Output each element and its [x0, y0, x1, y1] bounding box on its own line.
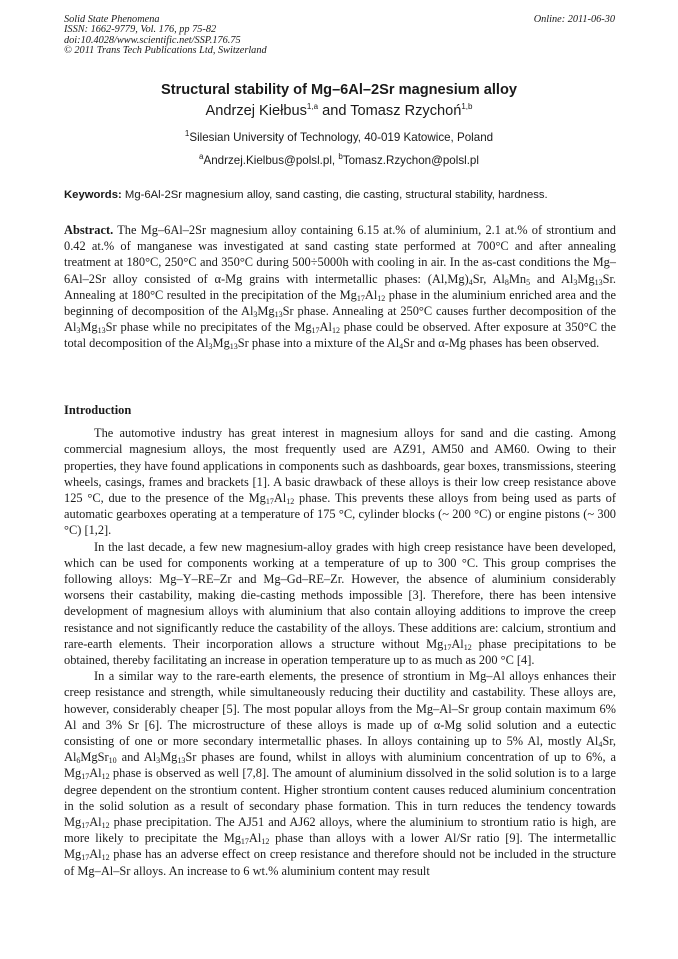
- text-run: Sr phases are found, whilst in alloys with aluminium concentration of up to 6%, a Mg: [64, 750, 616, 781]
- section-heading: Introduction: [64, 403, 132, 417]
- affiliation: [0, 131, 678, 144]
- subscript: 12: [261, 837, 270, 847]
- body-paragraph: [64, 668, 616, 879]
- text-run: Sr. Annealing at 180°C resulted in the precipitation of the Mg: [64, 271, 616, 302]
- text-run: phase has an adverse effect on creep resistance and therefore should not be included in the structure of Mg–Al–Sr alloys. An increase to 6 wt.% aluminium content may result: [64, 847, 616, 878]
- text-run: Mn: [508, 271, 527, 286]
- subscript: 12: [463, 642, 472, 652]
- subscript: 13: [274, 310, 283, 320]
- subscript: 17: [311, 326, 320, 336]
- abstract: [64, 222, 616, 352]
- body-paragraph: [64, 539, 616, 669]
- keywords-label: Keywords:: [64, 189, 122, 201]
- body-paragraph: [64, 425, 616, 538]
- text-run: phase in the aluminium enriched area and the beginning of decomposition of the Al: [64, 287, 617, 319]
- text-run: Al: [364, 287, 378, 302]
- text-run: phase is observed as well [7,8]. The amount of aluminium dissolved in the solid solution is to a large degree dependent on the strontium content. Higher strontium content causes reduced aluminium concentration in the solid solution as a result of secondary phase formation. This in turn reduces the tendency towards Mg: [64, 766, 616, 830]
- subscript: 13: [177, 756, 186, 766]
- text-run: Sr, Al: [64, 734, 616, 765]
- abstract-paragraph: [64, 222, 616, 352]
- text-run: Mg: [257, 304, 275, 319]
- email-superscript: a: [199, 152, 204, 162]
- subscript: 17: [81, 853, 90, 863]
- text-run: In the last decade, a few new magnesium-alloy grades with high creep resistance have been developed, which can be used for components working at a temperature of up to 300 °C. This group comprises the following alloys: Mg–Y–RE–Zr and Mg–Gd–RE–Zr. However, the absence of aluminium considerably worsens their castability, making die-casting methods impossible [3]. Therefore, there has been intensive development of magnesium alloys with aluminium that also contain alloying additions to improve the creep resistance and not significantly reduce the castability of the alloys. These additions are: calcium, strontium and rare-earth elements. Their incorporation allows a structure without Mg: [64, 539, 616, 651]
- subscript: 13: [229, 342, 238, 352]
- text-run: phase than alloys with a lower Al/Sr ratio [9]. The intermetallic Mg: [64, 831, 616, 862]
- paper-title: Structural stability of Mg–6Al–2Sr magnesium alloy: [160, 82, 518, 98]
- subscript: 4: [598, 740, 603, 750]
- text-run: Sr phase while no precipitates of the Mg: [105, 320, 312, 335]
- text-run: phase. This prevents these alloys from being used as parts of automatic gearboxes operating at a temperature of 175 °C, cylinder blocks (~ 200 °C) or engine pistons (~ 300 °C) [1,2].: [64, 491, 616, 538]
- affiliation-text: Silesian University of Technology, 40-019 Katowice, Poland: [189, 131, 494, 144]
- text-run: The automotive industry has great interest in magnesium alloys for sand and die casting. Among commercial magnesium alloys, the most frequently used are AZ91, AM50 and AM60. Owing to their properties, they have found applications in components such as dashboards, gear boxes, transmissions, steering wheels, casings, frames and brackets [1]. A basic drawback of these alloys is their low creep resistance above 125 °C, due to the presence of the Mg: [64, 426, 616, 506]
- author-conjunction: and: [318, 103, 351, 119]
- subscript: 12: [101, 821, 110, 831]
- introduction-section: [64, 402, 616, 879]
- text-run: phase could be observed. After exposure at 350°C the total decomposition of the Al: [64, 320, 616, 351]
- text-run: Sr phase. Annealing at 250°C causes further decomposition of the Al: [64, 304, 616, 335]
- author-superscript: 1,a: [306, 102, 319, 112]
- text-run: Mg: [212, 336, 230, 351]
- subscript: 12: [331, 326, 340, 336]
- text-run: Sr phase into a mixture of the Al: [237, 336, 400, 351]
- text-run: and Al: [116, 750, 157, 765]
- subscript: 12: [286, 497, 295, 507]
- text-run: and Al: [530, 271, 574, 286]
- text-run: Sr and α-Mg phases has been observed.: [403, 336, 600, 351]
- text-run: Al: [451, 636, 464, 651]
- subscript: 13: [97, 326, 106, 336]
- subscript: 17: [81, 772, 90, 782]
- keywords-text: Mg-6Al-2Sr magnesium alloy, sand casting, die casting, structural stability, hardness.: [121, 189, 548, 201]
- subscript: 17: [265, 497, 274, 507]
- subscript: 13: [594, 277, 603, 287]
- abstract-label: Abstract.: [64, 223, 114, 237]
- subscript: 4: [399, 342, 404, 352]
- subscript: 4: [468, 277, 473, 287]
- subscript: 3: [253, 310, 258, 320]
- subscript: 3: [76, 326, 81, 336]
- subscript: 10: [108, 756, 117, 766]
- subscript: 17: [240, 837, 249, 847]
- subscript: 17: [81, 821, 90, 831]
- subscript: 17: [356, 293, 365, 303]
- journal-header: [64, 15, 267, 57]
- affiliation-superscript: 1: [184, 129, 190, 139]
- doi-line: doi:10.4028/www.scientific.net/SSP.176.75: [64, 34, 241, 46]
- subscript: 17: [443, 642, 452, 652]
- subscript: 3: [573, 277, 578, 287]
- subscript: 6: [76, 756, 81, 766]
- issn-line: ISSN: 1662-9779, Vol. 176, pp 75-82: [64, 24, 217, 36]
- text-run: The Mg–6Al–2Sr magnesium alloy containing 6.15 at.% of aluminium, 2.1 at.% of strontium and 0.42 at.% of manganese was investigated at sand casting state performed at 700°C and after annealing treatment at 180°C, 250°C and 350°C during 500÷5000h with cooling in air. In the as-cast conditions the Mg–6Al–2Sr alloy consisted of α-Mg grains with intermetallic phases: (Al,Mg): [64, 223, 616, 286]
- author-superscript: 1,b: [461, 102, 473, 112]
- text-run: phase precipitation. The AJ51 and AJ62 alloys, where the aluminium to strontium ratio is high, are more likely to precipitate the Mg: [64, 815, 616, 846]
- text-run: phase precipitations to be obtained, thereby facilitating an increase in operation temperature up to as much as 200 °C [4].: [64, 636, 616, 668]
- text-run: Mg: [577, 271, 595, 286]
- subscript: 5: [526, 277, 531, 287]
- email-superscript: b: [338, 152, 343, 162]
- author-name: Tomasz Rzychoń: [350, 103, 462, 119]
- subscript: 12: [101, 772, 110, 782]
- subscript: 12: [377, 293, 386, 303]
- email-address: Tomasz.Rzychon@polsl.pl: [342, 154, 479, 167]
- subscript: 8: [504, 277, 509, 287]
- email-address: Andrzej.Kielbus@polsl.pl,: [203, 154, 339, 167]
- text-run: Al: [89, 766, 102, 781]
- author-line: [0, 103, 678, 119]
- text-run: Al: [273, 491, 287, 506]
- text-run: In a similar way to the rare-earth elements, the presence of strontium in Mg–Al alloys enhances their creep resistance and strength, while simultaneously reducing their ductility and castability. These alloys are, however, considerably cheaper [5]. The most popular alloys from the Mg–Al–Sr group contain maximum 6% Al and 3% Sr [6]. The microstructure of these alloys is made up of α-Mg solid solution and a eutectic consisting of one or more secondary intermetallic phases. In alloys containing up to 5% Al, mostly Al: [64, 669, 616, 749]
- subscript: 12: [101, 853, 110, 863]
- author-emails: [0, 154, 678, 167]
- subscript: 3: [156, 756, 161, 766]
- text-run: Sr, Al: [472, 271, 505, 286]
- text-run: Al: [89, 815, 102, 830]
- subscript: 3: [208, 342, 213, 352]
- text-run: Mg: [80, 320, 98, 335]
- online-date: Online: 2011-06-30: [533, 14, 615, 25]
- text-run: MgSr: [80, 750, 109, 765]
- journal-name: Solid State Phenomena: [64, 14, 160, 25]
- copyright-line: © 2011 Trans Tech Publications Ltd, Switzerland: [64, 45, 267, 57]
- text-run: Al: [89, 847, 102, 862]
- keywords: [64, 189, 616, 201]
- text-run: Al: [319, 320, 332, 335]
- text-run: Al: [248, 831, 262, 846]
- author-name: Andrzej Kiełbus: [205, 103, 307, 119]
- text-run: Mg: [160, 750, 178, 765]
